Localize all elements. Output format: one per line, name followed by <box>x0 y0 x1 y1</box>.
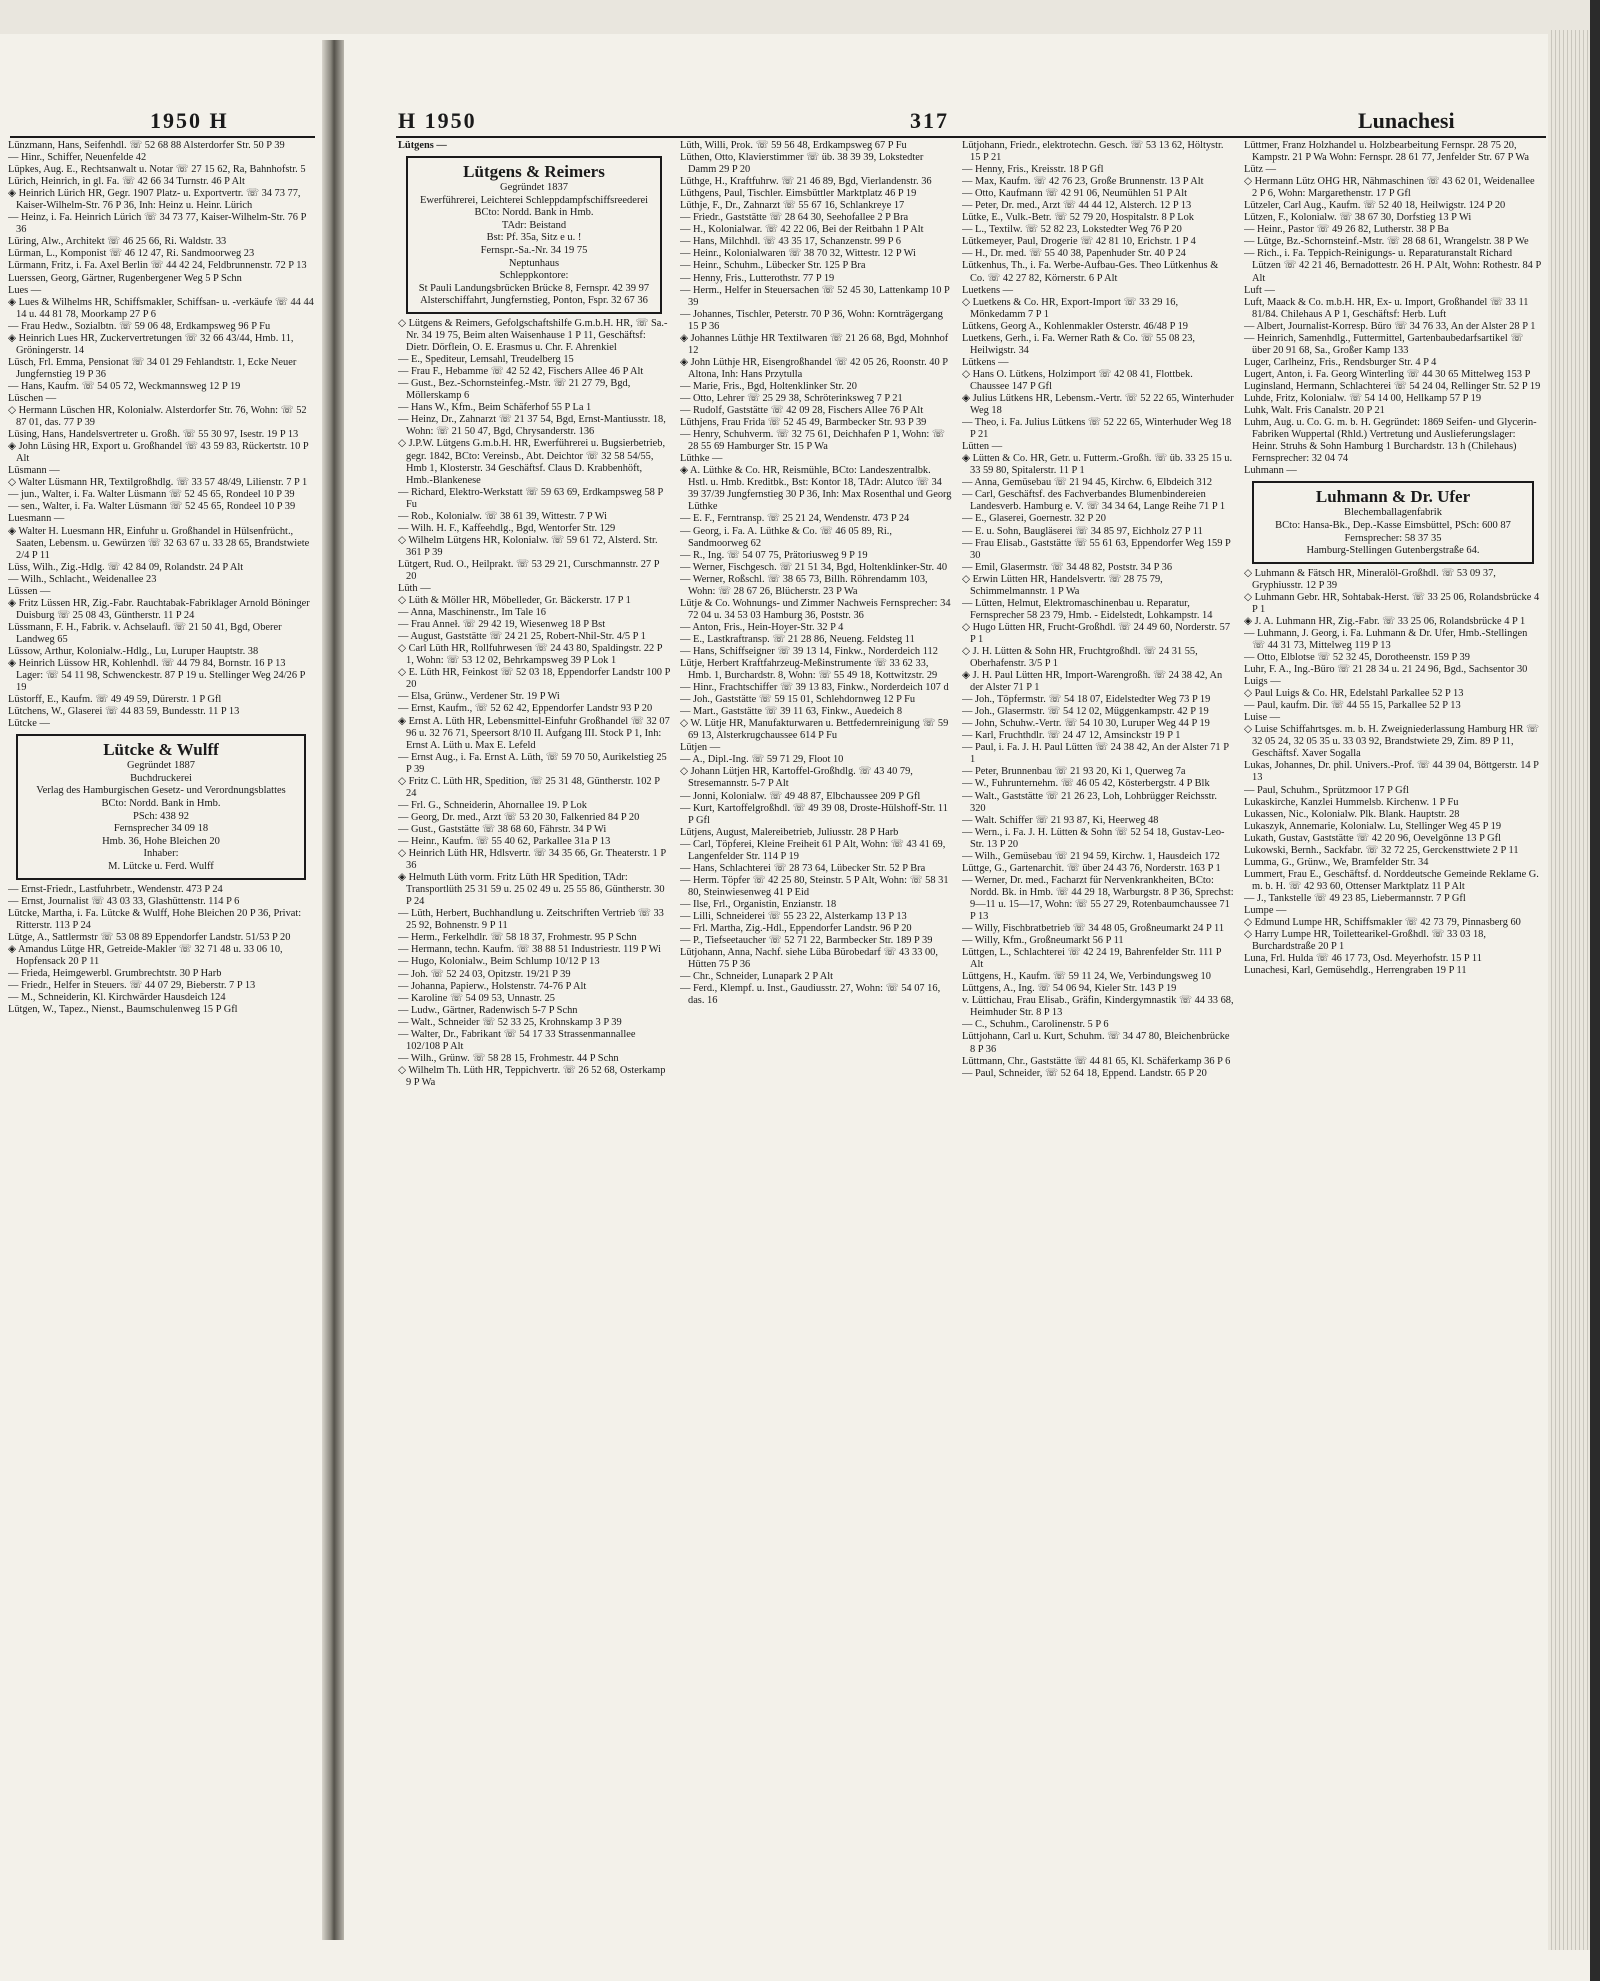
book-gutter <box>322 40 344 1940</box>
directory-entry: ◇ Wilhelm Th. Lüth HR, Teppichvertr. ☏ 26 52 68, Osterkamp 9 P Wa <box>398 1064 666 1088</box>
directory-entry: — Joh., Glasermstr. ☏ 54 12 02, Müggenkampstr. 42 P 19 <box>962 706 1209 718</box>
directory-entry: — E. u. Sohn, Baugläserei ☏ 34 85 97, Eichholz 27 P 11 <box>962 525 1203 537</box>
directory-entry: ◈ J. A. Luhmann HR, Zig.-Fabr. ☏ 33 25 06, Rolandsbrücke 4 P 1 <box>1244 615 1526 627</box>
directory-entry: ◈ John Lüsing HR, Export u. Großhandel ☏ 43 59 83, Rückertstr. 10 P Alt <box>8 441 309 465</box>
directory-entry: — Ludw., Gärtner, Radenwisch 5-7 P Schn <box>398 1004 578 1016</box>
directory-entry: — Ilse, Frl., Organistin, Enzianstr. 18 <box>680 898 837 910</box>
directory-entry: Luesmann — <box>8 513 65 525</box>
directory-entry: — Heinr., Kaufm. ☏ 55 40 62, Parkallee 31a P 13 <box>398 836 611 847</box>
directory-entry: Lütcke, Martha, i. Fa. Lütcke & Wulff, Hohe Bleichen 20 P 36, Privat: Ritterstr. 113 P 24 <box>8 907 302 931</box>
directory-entry: Lütkens — <box>962 356 1009 368</box>
directory-entry: — Walt., Gaststätte ☏ 21 26 23, Loh, Lohbrügger Reichsstr. 320 <box>962 790 1217 814</box>
directory-entry: — Hinr., Schiffer, Neuenfelde 42 <box>8 152 147 164</box>
directory-entry: Lüsch, Frl. Emma, Pensionat ☏ 34 01 29 Fehlandtstr. 1, Ecke Neuer Jungfernstieg 19 P 36 <box>8 356 297 380</box>
directory-entry: — Heinr., Schuhm., Lübecker Str. 125 P Bra <box>680 260 866 272</box>
right-column-2 <box>680 140 952 1940</box>
directory-entry: Lütcke — <box>8 718 50 730</box>
directory-entry: — P., Tiefseetaucher ☏ 52 71 22, Barmbecker Str. 189 P 39 <box>680 935 933 947</box>
ad-line: Schleppkontore: <box>499 270 569 282</box>
directory-entry: ◇ Luetkens & Co. HR, Export-Import ☏ 33 29 16, Mönkedamm 7 P 1 <box>962 296 1179 320</box>
directory-entry: Lüssow, Arthur, Kolonialw.-Hdlg., Lu, Luruper Hauptstr. 38 <box>8 645 259 657</box>
directory-entry: — Wilh., Grünw. ☏ 58 28 15, Frohmestr. 44 P Schn <box>398 1052 619 1064</box>
directory-entry: — Heinz, i. Fa. Heinrich Lürich ☏ 34 73 77, Kaiser-Wilhelm-Str. 76 P 36 <box>8 212 306 236</box>
directory-entry: ◇ Lüth & Möller HR, Möbelleder, Gr. Bäckerstr. 17 P 1 <box>398 595 631 607</box>
directory-entry: — Johannes, Tischler, Peterstr. 70 P 36, Wohn: Kornträgergang 15 P 36 <box>680 308 943 332</box>
directory-entry: Lüsmann — <box>8 465 60 477</box>
directory-entry: — Anton, Fris., Hein-Hoyer-Str. 32 P 4 <box>680 621 844 633</box>
ad-line: Hmb. 36, Hohe Bleichen 20 <box>102 835 220 847</box>
directory-entry: ◇ J.P.W. Lütgens G.m.b.H. HR, Ewerführerei u. Bugsierbetrieb, gegr. 1842, BCto: Vereinsb., Abt. Deichtor ☏ 32 58 54/55, Hmb 1, Klosterstr. 34 Geschäftsf. Claus D. Krabbenhöft, Hmb.-Blankenese <box>398 438 666 486</box>
directory-entry: — Ernst, Journalist ☏ 43 03 33, Glashüttenstr. 114 P 6 <box>8 895 240 907</box>
directory-entry: — Lilli, Schneiderei ☏ 55 23 22, Alsterkamp 13 P 13 <box>680 911 907 922</box>
right-column-3 <box>962 140 1234 1940</box>
directory-entry: — Chr., Schneider, Lunapark 2 P Alt <box>680 971 834 983</box>
directory-entry: — Hans, Schiffseigner ☏ 39 13 14, Finkw., Norderdeich 112 <box>680 645 938 657</box>
directory-entry: — Kurt, Kartoffelgroßhdl. ☏ 49 39 08, Droste-Hülshoff-Str. 11 P Gfl <box>680 802 948 826</box>
directory-entry: — M., Schneiderin, Kl. Kirchwärder Hausdeich 124 <box>8 992 226 1004</box>
scan-border <box>1590 0 1600 1981</box>
directory-entry: — H., Dr. med. ☏ 55 40 38, Papenhuder Str. 40 P 24 <box>962 248 1186 260</box>
directory-entry: — L., Textilw. ☏ 52 82 23, Lokstedter Weg 76 P 20 <box>962 224 1182 236</box>
directory-entry: — Richard, Elektro-Werkstatt ☏ 59 63 69, Erdkampsweg 58 P Fu <box>398 486 663 510</box>
directory-entry: Lüthje, F., Dr., Zahnarzt ☏ 55 67 16, Schlankreye 17 <box>680 200 905 212</box>
directory-entry: — Emil, Glasermstr. ☏ 34 48 82, Poststr. 34 P 36 <box>962 561 1173 573</box>
directory-entry: Luetkens — <box>962 284 1014 296</box>
directory-entry: ◇ Hermann Lüschen HR, Kolonialw. Alsterdorfer Str. 76, Wohn: ☏ 52 87 01, das. 77 P 39 <box>8 405 307 429</box>
directory-entry: ◇ Hugo Lütten HR, Frucht-Großhdl. ☏ 24 49 60, Norderstr. 57 P 1 <box>962 621 1231 645</box>
ad-line: Fernsprecher 34 09 18 <box>113 823 209 835</box>
directory-entry: Lüschen — <box>8 392 57 404</box>
directory-entry: Lütjens, August, Malereibetrieb, Juliusstr. 28 P Harb <box>680 826 899 838</box>
directory-entry: — Johanna, Papierw., Holstenstr. 74-76 P Alt <box>398 980 587 992</box>
directory-entry: ◈ Lütten & Co. HR, Getr. u. Futterm.-Großh. ☏ üb. 33 25 15 u. 33 59 80, Spitalerstr. 11 P 1 <box>962 453 1233 477</box>
directory-entry: ◈ John Lüthje HR, Eisengroßhandel ☏ 42 05 26, Roonstr. 40 P Altona, Inh: Hans Przytulla <box>680 356 948 380</box>
directory-entry: — J., Tankstelle ☏ 49 23 85, Liebermannstr. 7 P Gfl <box>1244 892 1466 904</box>
directory-entry: Lüttgen, L., Schlachterei ☏ 42 24 19, Bahrenfelder Str. 111 P Alt <box>962 947 1222 971</box>
directory-entry: ◈ Fritz Lüssen HR, Zig.-Fabr. Rauchtabak-Fabriklager Arnold Böninger Duisburg ☏ 25 08 43, Güntherstr. 11 P 24 <box>8 597 310 621</box>
directory-entry: — Anna, Gemüsebau ☏ 21 94 45, Kirchw. 6, Elbdeich 312 <box>962 477 1213 489</box>
directory-entry: — Friedr., Helfer in Steuers. ☏ 44 07 29, Bieberstr. 7 P 13 <box>8 980 256 992</box>
directory-entry: Lunachesi, Karl, Gemüsehdlg., Herrengraben 19 P 11 <box>1244 965 1467 977</box>
directory-entry: — Walter, Dr., Fabrikant ☏ 54 17 33 Strassenmannallee 102/108 P Alt <box>398 1028 636 1052</box>
directory-entry: ◈ Heinrich Lürich HR, Gegr. 1907 Platz- u. Exportvertr. ☏ 34 73 77, Kaiser-Wilhelm-Str. 76 P 36, Inh: Heinz u. Heinr. Lürich <box>8 188 301 212</box>
directory-entry: ◇ Fritz C. Lüth HR, Spedition, ☏ 25 31 48, Güntherstr. 102 P 24 <box>398 775 660 799</box>
directory-entry: Lüstorff, E., Kaufm. ☏ 49 49 59, Dürerstr. 1 P Gfl <box>8 694 222 706</box>
section-head: Lütgens — <box>398 140 447 151</box>
directory-entry: — Gust., Bez.-Schornsteinfeg.-Mstr. ☏ 21 27 79, Bgd, Möllerskamp 6 <box>398 378 631 402</box>
directory-entry: — Rich., i. Fa. Teppich-Reinigungs- u. Reparaturanstalt Richard Lützen ☏ 42 21 46, Bernadottestr. 26 H. P Alt, Wohn: Rothestr. 84 P Alt <box>1244 248 1541 284</box>
directory-entry: ◇ Lütgens & Reimers, Gefolgschaftshilfe G.m.b.H. HR, ☏ Sa.-Nr. 34 19 75, Beim alten Waisenhause 1 P 11, Geschäftsf: Dietr. Dörflein, O. E. Erasmus u. Chr. F. Ahrenkiel <box>398 317 668 354</box>
directory-entry: Lummert, Frau E., Geschäftsf. d. Norddeutsche Gemeinde Reklame G. m. b. H. ☏ 42 93 60, Ottenser Marktplatz 11 P Alt <box>1244 868 1539 892</box>
directory-entry: Luft — <box>1244 284 1275 296</box>
directory-entry: — Wilh., Gemüsebau ☏ 21 94 59, Kirchw. 1, Hausdeich 172 <box>962 850 1220 862</box>
directory-entry: Lütjen — <box>680 742 721 754</box>
directory-entry: — E. F., Ferntransp. ☏ 25 21 24, Wendenstr. 473 P 24 <box>680 513 910 525</box>
directory-entry: — August, Gaststätte ☏ 24 21 25, Robert-Nhil-Str. 4/5 P 1 <box>398 631 646 643</box>
directory-entry: ◇ Wilhelm Lütgens HR, Kolonialw. ☏ 59 61 72, Alsterd. Str. 361 P 39 <box>398 534 658 558</box>
directory-entry: Lüttge, G., Gartenarchit. ☏ über 24 43 76, Norderstr. 163 P 1 <box>962 862 1221 874</box>
directory-entry: — Peter, Brunnenbau ☏ 21 93 20, Ki 1, Querweg 7a <box>962 766 1186 778</box>
directory-entry: — E., Lastkraftransp. ☏ 21 28 86, Neueng. Feldsteg 11 <box>680 633 915 645</box>
directory-entry: ◈ Johannes Lüthje HR Textilwaren ☏ 21 26 68, Bgd, Mohnhof 12 <box>680 332 949 356</box>
directory-entry: — Friedr., Gaststätte ☏ 28 64 30, Seehofallee 2 P Bra <box>680 212 909 224</box>
directory-entry: ◇ Luhmann Gebr. HR, Sohtabak-Herst. ☏ 33 25 06, Rolandsbrücke 4 P 1 <box>1244 591 1540 615</box>
directory-entry: — Walt. Schiffer ☏ 21 93 87, Ki, Heerweg 48 <box>962 814 1159 826</box>
directory-entry: Lumpe — <box>1244 905 1287 916</box>
directory-entry: — Herm. Töpfer ☏ 42 25 80, Steinstr. 5 P Alt, Wohn: ☏ 58 31 80, Steinwiesenweg 41 P Eid <box>680 874 949 898</box>
directory-entry: ◇ Erwin Lütten HR, Handelsvertr. ☏ 28 75 79, Schimmelmannstr. 1 P Wa <box>962 573 1163 597</box>
directory-entry: — Jonni, Kolonialw. ☏ 49 48 87, Elbchaussee 209 P Gfl <box>680 790 921 802</box>
right-column-1 <box>398 140 670 1940</box>
directory-entry: Lukath, Gustav, Gaststätte ☏ 42 20 96, Oevelgönne 13 P Gfl <box>1244 832 1501 844</box>
directory-entry: Luerssen, Georg, Gärtner, Rugenbergener Weg 5 P Schn <box>8 272 242 284</box>
directory-entry: ◇ Luhmann & Fätsch HR, Mineralöl-Großhdl. ☏ 53 09 37, Gryphiusstr. 12 P 39 <box>1244 567 1496 591</box>
directory-entry: Luhm, Aug. u. Co. G. m. b. H. Gegründet: 1869 Seifen- und Glycerin-Fabriken Wuppertal (Rhld.) Vertretung und Auslieferungslager: Heinr. Struhs & Sohn Hamburg 1 Burchardstr. 13 h (Chilehaus) Fernsprecher: 32 04 74 <box>1244 417 1537 465</box>
directory-entry: — Frl. Martha, Zig.-Hdl., Eppendorfer Landstr. 96 P 20 <box>680 923 912 935</box>
directory-entry: ◈ Ernst A. Lüth HR, Lebensmittel-Einfuhr Großhandel ☏ 32 07 96 u. 32 76 71, Speersort 8/10 II. Aufgang III. Stock P 1, Inh: Ernst A. Lüth u. Max E. Lefeld <box>398 715 670 751</box>
directory-entry: — Otto, Kaufmann ☏ 42 91 06, Neumühlen 51 P Alt <box>962 188 1188 200</box>
directory-entry: — Werner, Fischgesch. ☏ 21 51 34, Bgd, Holtenklinker-Str. 40 <box>680 561 948 573</box>
directory-entry: Lüth, Willi, Prok. ☏ 59 56 48, Erdkampsweg 67 P Fu <box>680 140 907 151</box>
directory-entry: — Frau Elisab., Gaststätte ☏ 55 61 63, Eppendorfer Weg 159 P 30 <box>962 537 1231 561</box>
directory-entry: ◇ Johann Lütjen HR, Kartoffel-Großhdlg. ☏ 43 40 79, Stresemannstr. 5-7 P Alt <box>680 766 913 790</box>
directory-entry: — Frau Anneł. ☏ 29 42 19, Wiesenweg 18 P Bst <box>398 619 606 631</box>
directory-entry: — Frieda, Heimgewerbl. Grumbrechtstr. 30 P Harb <box>8 967 222 979</box>
directory-entry: — Otto, Elblotse ☏ 52 32 45, Dorotheenstr. 159 P 39 <box>1244 652 1470 664</box>
directory-entry: Lukas, Johannes, Dr. phil. Univers.-Prof. ☏ 44 39 04, Böttgerstr. 14 P 13 <box>1244 760 1539 784</box>
directory-entry: — W., Fuhrunternehm. ☏ 46 05 42, Kösterbergstr. 4 P Blk <box>962 778 1210 790</box>
directory-entry: ◈ J. H. Paul Lütten HR, Import-Warengroßh. ☏ 24 38 42, An der Alster 71 P 1 <box>962 670 1223 694</box>
directory-entry: — Luhmann, J. Georg, i. Fa. Luhmann & Dr. Ufer, Hmb.-Stellingen ☏ 44 31 73, Mittelweg 119 P 13 <box>1244 627 1528 651</box>
directory-entry: ◇ Harry Lumpe HR, Toilettearikel-Großhdl. ☏ 33 03 18, Burchardstraße 20 P 1 <box>1244 929 1486 953</box>
directory-entry: — Hans, Schlachterei ☏ 28 73 64, Lübecker Str. 52 P Bra <box>680 862 926 874</box>
directory-entry: — Herm., Helfer in Steuersachen ☏ 52 45 30, Lattenkamp 10 P 39 <box>680 284 950 308</box>
directory-entry: Luginsland, Hermann, Schlachterei ☏ 54 24 04, Rellinger Str. 52 P 19 <box>1244 380 1541 392</box>
ad-line: Ewerführerei, Leichterei Schleppdampfschiffsreederei <box>419 194 649 206</box>
directory-entry: — Otto, Lehrer ☏ 25 29 38, Schröterinksweg 7 P 21 <box>680 392 903 404</box>
directory-entry: — Werner, Dr. med., Facharzt für Nervenkrankheiten, BCto: Nordd. Bk. in Hmb. ☏ 44 29 18, Warburgstr. 8 P 36, Sprechst: 9—11 u. 15—17, Wohn: ☏ 55 27 29, Rotenbaumchaussee 71 P 13 <box>962 874 1234 922</box>
ad-luetcke-wulff <box>16 734 306 879</box>
directory-entry: Lüpkes, Aug. E., Rechtsanwalt u. Notar ☏ 27 15 62, Ra, Bahnhofstr. 5 <box>8 164 306 176</box>
directory-entry: — Wern., i. Fa. J. H. Lütten & Sohn ☏ 52 54 18, Gustav-Leo-Str. 13 P 20 <box>962 826 1225 850</box>
directory-entry: ◈ Walter H. Luesmann HR, Einfuhr u. Großhandel in Hülsenfrücht., Saaten, Lebensm. u. Gewürzen ☏ 32 63 67 u. 33 28 65, Brandstwiete 2/4 P 11 <box>8 525 310 561</box>
directory-entry: Lumma, G., Grünw., We, Bramfelder Str. 34 <box>1244 856 1429 868</box>
directory-entry: ◇ Walter Lüsmann HR, Textilgroßhdlg. ☏ 33 57 48/49, Lilienstr. 7 P 1 <box>8 477 308 489</box>
directory-entry: Lüttgens, A., Ing. ☏ 54 06 94, Kieler Str. 143 P 19 <box>962 983 1177 995</box>
directory-entry: Lüthgens, Paul, Tischler. Eimsbüttler Marktplatz 46 P 19 <box>680 188 917 200</box>
directory-entry: — Hans, Kaufm. ☏ 54 05 72, Weckmannsweg 12 P 19 <box>8 380 241 392</box>
directory-entry: — Paul, i. Fa. J. H. Paul Lütten ☏ 24 38 42, An der Alster 71 P 1 <box>962 742 1229 766</box>
directory-entry: Lütke, E., Vulk.-Betr. ☏ 52 79 20, Hospitalstr. 8 P Lok <box>962 212 1195 224</box>
ad-line: Fernsprecher: 58 37 35 <box>1344 532 1442 544</box>
directory-entry: — jun., Walter, i. Fa. Walter Lüsmann ☏ 52 45 65, Rondeel 10 P 39 <box>8 489 295 501</box>
directory-entry: Lüssen — <box>8 585 51 597</box>
page-number: 317 <box>910 108 949 133</box>
directory-entry: Luhr, F. A., Ing.-Büro ☏ 21 28 34 u. 21 24 96, Bgd., Sachsentor 30 <box>1244 664 1528 676</box>
right-page-header-left: H 1950 <box>398 108 477 133</box>
directory-entry: — Paul, Schuhm., Sprützmoor 17 P Gfl <box>1244 784 1409 796</box>
directory-entry: Lützeler, Carl Aug., Kaufm. ☏ 52 40 18, Heilwigstr. 124 P 20 <box>1244 200 1506 212</box>
directory-entry: — Hans W., Kfm., Beim Schäferhof 55 P La 1 <box>398 402 592 414</box>
ad-line: Gegründet 1837 <box>500 182 568 194</box>
directory-entry: — Hans, Milchhdl. ☏ 43 35 17, Schanzenstr. 99 P 6 <box>680 236 901 248</box>
directory-entry: Lüttmer, Franz Holzhandel u. Holzbearbeitung Fernspr. 28 75 20, Kampstr. 21 P Wa Wohn: Fernspr. 28 61 77, Jenfelder Str. 67 P Wa <box>1244 140 1529 164</box>
directory-entry: — Max, Kaufm. ☏ 42 76 23, Große Brunnenstr. 13 P Alt <box>962 176 1204 188</box>
directory-entry: Luise — <box>1244 712 1281 724</box>
directory-entry: Lürmann, Fritz, i. Fa. Axel Berlin ☏ 44 42 24, Feldbrunnenstr. 72 P 13 <box>8 260 307 272</box>
directory-entry: — Lütge, Bz.-Schornsteinf.-Mstr. ☏ 28 68 61, Wrangelstr. 38 P We <box>1244 236 1529 248</box>
directory-entry: Lukaskirche, Kanzlei Hummelsb. Kirchenw. 1 P Fu <box>1244 796 1459 808</box>
directory-entry: — Carl, Töpferei, Kleine Freiheit 61 P Alt, Wohn: ☏ 43 41 69, Langenfelder Str. 114 P 19 <box>680 838 946 862</box>
directory-entry: — Theo, i. Fa. Julius Lütkens ☏ 52 22 65, Winterhuder Weg 18 P 21 <box>962 417 1232 441</box>
directory-entry: ◇ Heinrich Lüth HR, Hdlsvertr. ☏ 34 35 66, Gr. Theaterstr. 1 P 36 <box>398 848 666 872</box>
directory-entry: Luft, Maack & Co. m.b.H. HR, Ex- u. Import, Großhandel ☏ 33 11 81/84. Chilehaus A P 1, Geschäftsf: Herb. Luft <box>1244 296 1529 320</box>
directory-entry: — Peter, Dr. med., Arzt ☏ 44 44 12, Alsterch. 12 P 13 <box>962 200 1192 212</box>
directory-entry: — Karoline ☏ 54 09 53, Unnastr. 25 <box>398 992 556 1004</box>
directory-entry: ◇ Hans O. Lütkens, Holzimport ☏ 42 08 41, Flottbek. Chaussee 147 P Gfl <box>962 368 1193 392</box>
ad-line: St Pauli Landungsbrücken Brücke 8, Fernspr. 42 39 97 <box>418 282 650 294</box>
directory-entry: — Joh., Gaststätte ☏ 59 15 01, Schlehdornweg 12 P Fu <box>680 694 916 706</box>
directory-entry: — Wilh. H. F., Kaffeehdlg., Bgd, Wentorfer Str. 129 <box>398 522 616 534</box>
directory-entry: — Gust., Gaststätte ☏ 38 68 60, Fährstr. 34 P Wi <box>398 823 607 835</box>
directory-entry: — Henny, Fris., Lutterothstr. 77 P 19 <box>680 272 835 284</box>
ad-line: Buchdruckerei <box>130 772 192 784</box>
left-header-rule <box>10 136 315 138</box>
directory-entry: ◇ J. H. Lütten & Sohn HR, Fruchtgroßhdl. ☏ 24 31 55, Oberhafenstr. 3/5 P 1 <box>962 645 1198 670</box>
ad-line: Gegründet 1887 <box>127 760 195 772</box>
directory-entry: — Georg, Dr. med., Arzt ☏ 53 20 30, Falkenried 84 P 20 <box>398 811 640 823</box>
ad-line: Bst: Pf. 35a, Sitz e u. ! <box>486 232 582 244</box>
directory-entry: — Heinz, Dr., Zahnarzt ☏ 21 37 54, Bgd, Ernst-Mantiusstr. 18, Wohn: ☏ 21 50 47, Bgd, Chrysanderstr. 136 <box>398 414 666 438</box>
directory-entry: Lütten — <box>962 441 1003 453</box>
directory-entry: Lüthjens, Frau Frida ☏ 52 45 49, Barmbecker Str. 93 P 39 <box>680 417 927 429</box>
directory-entry: Luna, Frl. Hulda ☏ 46 17 73, Osd. Meyerhofstr. 15 P 11 <box>1244 953 1482 965</box>
directory-entry: ◇ Paul Luigs & Co. HR, Edelstahl Parkallee 52 P 13 <box>1244 688 1464 700</box>
directory-entry: ◈ Heinrich Lues HR, Zuckervertretungen ☏ 32 66 43/44, Hmb. 11, Gröningerstr. 14 <box>8 332 294 356</box>
directory-entry: Lüring, Alw., Architekt ☏ 46 25 66, Ri. Waldstr. 33 <box>8 236 227 248</box>
directory-entry: Lüttjohann, Carl u. Kurt, Schuhm. ☏ 34 47 80, Bleichenbrücke 8 P 36 <box>962 1031 1230 1055</box>
directory-entry: — C., Schuhm., Carolinenstr. 5 P 6 <box>962 1019 1109 1031</box>
directory-entry: — Paul, Schneider, ☏ 52 64 18, Eppend. Landstr. 65 P 20 <box>962 1067 1207 1079</box>
ad-title: Luhmann & Dr. Ufer <box>1315 487 1471 507</box>
directory-entry: ◇ Luise Schiffahrtsges. m. b. H. Zweigniederlassung Hamburg HR ☏ 32 05 24, 32 05 35 u. 33 03 92, Brandstwiete 29, Zim. 89 P 11, Geschäftsf. Xaver Sogalla <box>1244 724 1540 760</box>
ad-line: Fernspr.-Sa.-Nr. 34 19 75 <box>480 245 588 257</box>
directory-entry: Lütkens, Georg A., Kohlenmakler Osterstr. 46/48 P 19 <box>962 320 1188 332</box>
directory-entry: — Rob., Kolonialw. ☏ 38 61 39, Wittestr. 7 P Wi <box>398 510 608 522</box>
directory-entry: Lütkemeyer, Paul, Drogerie ☏ 42 81 10, Erichstr. 1 P 4 <box>962 236 1196 248</box>
directory-entry: — Lütten, Helmut, Elektromaschinenbau u. Reparatur, Fernsprecher 58 23 79, Hmb. - Eidelstedt, Lohkampstr. 14 <box>962 597 1213 621</box>
directory-entry: — Elsa, Grünw., Verdener Str. 19 P Wi <box>398 691 560 703</box>
directory-entry: — Willy, Kfm., Großneumarkt 56 P 11 <box>962 935 1124 947</box>
directory-entry: ◈ Julius Lütkens HR, Lebensm.-Vertr. ☏ 52 22 65, Winterhuder Weg 18 <box>962 392 1234 417</box>
directory-entry: — Frau Hedw., Sozialbtn. ☏ 59 06 48, Erdkampsweg 96 P Fu <box>8 320 271 332</box>
directory-entry: — Heinr., Kolonialwaren ☏ 38 70 32, Wittestr. 12 P Wi <box>680 248 916 260</box>
directory-entry: Lützen, F., Kolonialw. ☏ 38 67 30, Dorfstieg 13 P Wi <box>1244 212 1472 224</box>
directory-entry: — Frl. G., Schneiderin, Ahornallee 19. P Lok <box>398 799 587 811</box>
directory-entry: — Paul, kaufm. Dir. ☏ 44 55 15, Parkallee 52 P 13 <box>1244 700 1461 712</box>
directory-entry: — Joh., Töpfermstr. ☏ 54 18 07, Eidelstedter Weg 73 P 19 <box>962 694 1211 706</box>
directory-entry: ◈ Lues & Wilhelms HR, Schiffsmakler, Schiffsan- u. -verkäufe ☏ 44 44 14 u. 44 81 78, Moorkamp 27 P 6 <box>8 296 314 320</box>
directory-entry: Lütjohann, Friedr., elektrotechn. Gesch. ☏ 53 13 62, Höltystr. 15 P 21 <box>962 140 1224 164</box>
directory-entry: — Rudolf, Gaststätte ☏ 42 09 28, Fischers Allee 76 P Alt <box>680 405 924 417</box>
directory-entry: — Frau F., Hebamme ☏ 42 52 42, Fischers Allee 46 P Alt <box>398 366 644 378</box>
directory-entry: — Georg, i. Fa. A. Lüthke & Co. ☏ 46 05 89, Ri., Sandmoorweg 62 <box>680 525 892 549</box>
directory-entry: Luhk, Walt. Fris Canalstr. 20 P 21 <box>1244 405 1385 417</box>
directory-entry: Luger, Carlheinz, Fris., Rendsburger Str. 4 P 4 <box>1244 356 1437 368</box>
directory-entry: Lüss, Wilh., Zig.-Hdlg. ☏ 42 84 09, Rolandstr. 24 P Alt <box>8 561 244 573</box>
directory-entry: — Anna, Maschinenstr., Im Tale 16 <box>398 607 546 619</box>
ad-line: TAdr: Beistand <box>501 219 567 231</box>
directory-entry: Lüsing, Hans, Handelsvertreter u. Großh. ☏ 55 30 97, Isestr. 19 P 13 <box>8 429 299 441</box>
directory-entry: Lütge, A., Sattlermstr ☏ 53 08 89 Eppendorfer Landstr. 51/53 P 20 <box>8 931 291 943</box>
directory-entry: Lütje, Herbert Kraftfahrzeug-Meßinstrumente ☏ 33 62 33, Hmb. 1, Burchardstr. 8, Wohn: ☏ 55 49 18, Kottwitzstr. 29 <box>680 658 938 682</box>
directory-entry: ◇ Edmund Lumpe HR, Schiffsmakler ☏ 42 73 79, Pinnasberg 60 <box>1244 917 1521 929</box>
ad-line: BCto: Hansa-Bk., Dep.-Kasse Eimsbüttel, PSch: 600 87 <box>1275 519 1511 531</box>
directory-entry: Lukaszyk, Annemarie, Kolonialw. Lu, Stellinger Weg 45 P 19 <box>1244 820 1502 832</box>
directory-entry: — Hinr., Frachtschiffer ☏ 39 13 83, Finkw., Norderdeich 107 d <box>680 682 949 694</box>
ad-line: Neptunhaus <box>508 257 560 269</box>
right-column-4 <box>1244 140 1542 1940</box>
directory-entry: — Ernst, Kaufm., ☏ 52 62 42, Eppendorfer Landstr 93 P 20 <box>398 703 653 715</box>
directory-entry: Lukassen, Nic., Kolonialw. Plk. Blank. Hauptstr. 28 <box>1244 808 1460 820</box>
directory-entry: — Hugo, Kolonialw., Beim Schlump 10/12 P 13 <box>398 956 600 968</box>
directory-entry: — Marie, Fris., Bgd, Holtenklinker Str. 20 <box>680 380 857 392</box>
ad-luetgens-reimers <box>406 156 662 314</box>
left-page-column <box>8 140 314 1940</box>
directory-entry: Lugert, Anton, i. Fa. Georg Winterling ☏ 44 30 65 Mittelweg 153 P <box>1244 368 1531 380</box>
ad-line: Inhaber: <box>143 848 179 860</box>
directory-entry: Lüthen, Otto, Klavierstimmer ☏ üb. 38 39 39, Lokstedter Damm 29 P 20 <box>680 152 924 176</box>
directory-entry: Lütgen, W., Tapez., Nienst., Baumschulenweg 15 P Gfl <box>8 1004 238 1016</box>
running-head-right: Lunachesi <box>1358 108 1455 133</box>
directory-entry: — Ernst Aug., i. Fa. Ernst A. Lüth, ☏ 59 70 50, Aurikelstieg 25 P 39 <box>398 751 667 775</box>
directory-entry: Luigs — <box>1244 676 1281 688</box>
directory-entry: — sen., Walter, i. Fa. Walter Lüsmann ☏ 52 45 65, Rondeel 10 P 39 <box>8 501 296 513</box>
directory-entry: — Karl, Fruchthdlr. ☏ 24 47 12, Amsinckstr 19 P 1 <box>962 730 1181 742</box>
directory-entry: — A., Dipl.-Ing. ☏ 59 71 29, Floot 10 <box>680 754 844 766</box>
directory-entry: — Joh. ☏ 52 24 03, Opitzstr. 19/21 P 39 <box>398 968 571 980</box>
directory-entry: Lünzmann, Hans, Seifenhdl. ☏ 52 68 88 Alsterdorfer Str. 50 P 39 <box>8 140 285 151</box>
directory-entry: Lüthke — <box>680 453 723 465</box>
directory-entry: — H., Kolonialwar. ☏ 42 22 06, Bei der Reitbahn 1 P Alt <box>680 224 924 236</box>
directory-entry: — Lüth, Herbert, Buchhandlung u. Zeitschriften Vertrieb ☏ 33 25 92, Bohnenstr. 9 P 11 <box>398 908 664 932</box>
ad-line: Alsterschiffahrt, Jungfernstieg, Ponton, Fspr. 32 67 36 <box>420 295 648 307</box>
directory-entry: — Henny, Fris., Kreisstr. 18 P Gfl <box>962 164 1104 176</box>
ad-line: BCto: Nordd. Bank in Hmb. <box>101 798 221 810</box>
directory-entry: — Ferd., Klempf. u. Inst., Gaudiusstr. 27, Wohn: ☏ 54 07 16, das. 16 <box>680 983 941 1007</box>
ad-luhmann-ufer <box>1252 481 1534 563</box>
ad-line: Verlag des Hamburgischen Gesetz- und Verordnungsblattes <box>36 785 286 797</box>
directory-entry: — Herm., Ferkelhdlr. ☏ 58 18 37, Frohmestr. 95 P Schn <box>398 932 637 944</box>
directory-entry: — Wilh., Schlacht., Weidenallee 23 <box>8 573 157 585</box>
directory-entry: — E., Spediteur, Lemsahl, Treudelberg 15 <box>398 354 574 366</box>
directory-entry: Lüssmann, F. H., Fabrik. v. Achselaufl. ☏ 21 50 41, Bgd, Oberer Landweg 65 <box>8 621 282 645</box>
directory-entry: ◇ Hermann Lütz OHG HR, Nähmaschinen ☏ 43 62 01, Weidenallee 2 P 6, Wohn: Margarethenstr. 17 P Gfl <box>1244 176 1535 200</box>
directory-entry: ◈ A. Lüthke & Co. HR, Reismühle, BCto: Landeszentralbk. Hstl. u. Hmb. Kreditbk., Bst: Kontor 18, TAdr: Alutco ☏ 34 39 37/39 Jungfernstieg 30 P 36, Inh: Max Rosenthal und Georg Lüthke <box>680 465 952 513</box>
directory-entry: — Albert, Journalist-Korresp. Büro ☏ 34 76 33, An der Alster 28 P 1 <box>1244 320 1536 332</box>
directory-entry: Lütgert, Rud. O., Heilprakt. ☏ 53 29 21, Curschmannstr. 27 P 20 <box>398 558 660 582</box>
ad-line: M. Lütcke u. Ferd. Wulff <box>108 861 214 873</box>
directory-entry: — Carl, Geschäftsf. des Fachverbandes Blumenbindereien Landesverb. Hamburg e. V. ☏ 34 34 64, Lange Reihe 71 P 1 <box>962 489 1226 513</box>
directory-entry: — Mart., Gaststätte ☏ 39 11 63, Finkw., Auedeich 8 <box>680 706 903 718</box>
scan-top-edge <box>0 0 1600 34</box>
directory-entry: — Willy, Fischbratbetrieb ☏ 34 48 05, Großneumarkt 24 P 11 <box>962 923 1225 935</box>
directory-entry: ◇ E. Lüth HR, Feinkost ☏ 52 03 18, Eppendorfer Landstr 100 P 20 <box>398 667 670 691</box>
ad-line: PSch: 438 92 <box>132 810 189 822</box>
directory-entry: ◈ Heinrich Lüssow HR, Kohlenhdl. ☏ 44 79 84, Bornstr. 16 P 13 Lager: ☏ 54 11 98, Schwenckestr. 87 P 19 u. Stellinger Weg 24/26 P 19 <box>8 658 306 694</box>
ad-title: Lütcke & Wulff <box>103 740 219 760</box>
directory-entry: — R., Ing. ☏ 54 07 75, Prätoriusweg 9 P 19 <box>680 549 868 561</box>
directory-entry: — John, Schuhw.-Vertr. ☏ 54 10 30, Luruper Weg 44 P 19 <box>962 718 1210 730</box>
right-header-rule <box>396 136 1546 138</box>
directory-entry: — Walt., Schneider ☏ 52 33 25, Krohnskamp 3 P 39 <box>398 1016 622 1028</box>
directory-entry: Lütkenhus, Th., i. Fa. Werbe-Aufbau-Ges. Theo Lütkenhus & Co. ☏ 42 27 82, Körnerstr. 6 P Alt <box>962 260 1219 284</box>
left-page-header: 1950 H <box>150 108 229 133</box>
directory-entry: Lütchens, W., Glaserei ☏ 44 83 59, Bundesstr. 11 P 13 <box>8 706 240 718</box>
directory-entry: ◇ W. Lütje HR, Manufakturwaren u. Bettfedernreinigung ☏ 59 69 13, Alsterkrugchaussee 614 P Fu <box>680 718 949 742</box>
directory-entry: ◈ Helmuth Lüth vorm. Fritz Lüth HR Spedition, TAdr: Transportlüth 25 31 59 u. 25 02 49 u. 25 55 86, Güntherstr. 30 P 24 <box>398 872 665 908</box>
directory-entry: Lüttgens, H., Kaufm. ☏ 59 11 24, We, Verbindungsweg 10 <box>962 971 1211 983</box>
ad-title: Lütgens & Reimers <box>463 162 605 182</box>
directory-entry: — Heinr., Pastor ☏ 49 26 82, Lutherstr. 38 P Ba <box>1244 224 1449 236</box>
directory-entry: Lütjohann, Anna, Nachf. siehe Lüba Bürobedarf ☏ 43 33 00, Hütten 75 P 36 <box>680 947 938 971</box>
directory-entry: — Werner, Roßschl. ☏ 38 65 73, Billh. Röhrendamm 103, Wohn: ☏ 28 67 26, Blücherstr. 23 P Wa <box>680 573 928 597</box>
directory-entry: Luhde, Fritz, Kolonialw. ☏ 54 14 00, Hellkamp 57 P 19 <box>1244 392 1482 404</box>
directory-entry: Lüthge, H., Kraftfuhrw. ☏ 21 46 89, Bgd, Vierlandenstr. 36 <box>680 176 932 188</box>
directory-entry: v. Lüttichau, Frau Elisab., Gräfin, Kindergymnastik ☏ 44 33 68, Heimhuder Str. 8 P 13 <box>962 995 1234 1019</box>
directory-entry: — Ernst-Friedr., Lastfuhrbetr., Wendenstr. 473 P 24 <box>8 883 223 895</box>
ad-line: Blechemballagenfabrik <box>1344 507 1442 519</box>
directory-entry: Lütz — <box>1244 164 1277 176</box>
directory-entry: — Heinrich, Samenhdlg., Futtermittel, Gartenbaubedarfsartikel ☏ über 20 91 68, Sa., Großer Kamp 133 <box>1244 332 1524 356</box>
directory-entry: ◈ Amandus Lütge HR, Getreide-Makler ☏ 32 71 48 u. 33 06 10, Hopfensack 20 P 11 <box>8 943 283 967</box>
directory-entry: — Hermann, techn. Kaufm. ☏ 38 88 51 Industriestr. 119 P Wi <box>398 944 661 956</box>
directory-entry: Lukowski, Bernh., Sackfabr. ☏ 32 72 25, Gerckensttwiete 2 P 11 <box>1244 844 1519 856</box>
directory-entry: Luetkens, Gerh., i. Fa. Werner Rath & Co. ☏ 55 08 23, Heilwigstr. 34 <box>962 332 1196 356</box>
directory-entry: Lütje & Co. Wohnungs- und Zimmer Nachweis Fernsprecher: 34 72 04 u. 34 53 03 Hamburg 36, Poststr. 36 <box>680 597 951 621</box>
directory-entry: Lüttmann, Chr., Gaststätte ☏ 44 81 65, Kl. Schäferkamp 36 P 6 <box>962 1055 1231 1067</box>
directory-entry: — E., Glaserei, Goernestr. 32 P 20 <box>962 513 1106 525</box>
directory-entry: — Henry, Schuhverm. ☏ 32 75 61, Deichhafen P 1, Wohn: ☏ 28 55 69 Hamburger Str. 15 P Wa <box>680 429 945 453</box>
directory-entry: Luhmann — <box>1244 465 1297 477</box>
directory-entry: ◇ Carl Lüth HR, Rollfuhrwesen ☏ 24 43 80, Spaldingstr. 22 P 1, Wohn: ☏ 53 12 02, Behrkampsweg 39 P Lok 1 <box>398 643 663 667</box>
directory-entry: Lüth — <box>398 583 431 595</box>
ad-line: Hamburg-Stellingen Gutenbergstraße 64. <box>1306 545 1480 557</box>
directory-entry: Lürich, Heinrich, in gl. Fa. ☏ 42 66 34 Turnstr. 46 P Alt <box>8 176 245 188</box>
directory-entry: Lürman, L., Komponist ☏ 46 12 47, Ri. Sandmoorweg 23 <box>8 248 255 260</box>
ad-line: BCto: Nordd. Bank in Hmb. <box>474 207 594 219</box>
directory-entry: Lues — <box>8 284 42 296</box>
